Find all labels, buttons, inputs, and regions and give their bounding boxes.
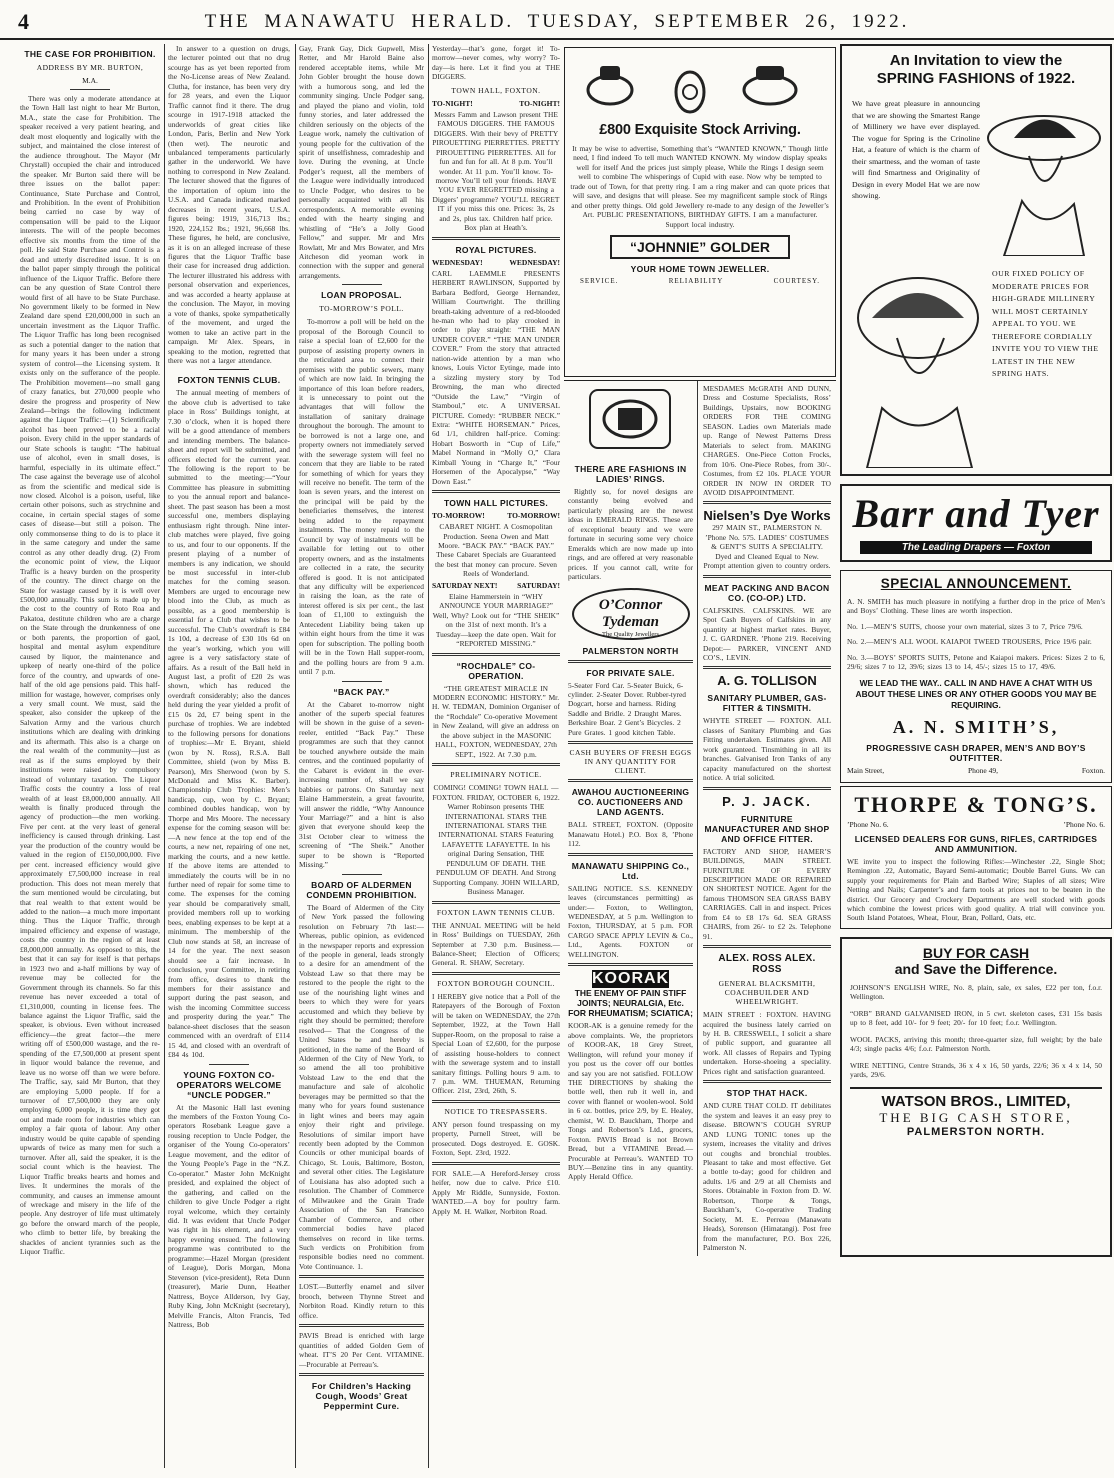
ad-item: JOHNSON’S ENGLISH WIRE, No. 8, plain, sale, ex sales, £22 per ton, f.o.r. Wellington. — [850, 982, 1102, 1002]
ad-date-right: WEDNESDAY! — [509, 257, 560, 267]
ad-heading-town-hall-pictures: TOWN HALL PICTURES. — [443, 498, 549, 509]
ad-body: ANY person found trespassing on my property, Purnell Street, will be prosecuted. Dogs destroyed. E. GOSK. Foxton, Sept. 23rd, 1922. — [432, 1119, 560, 1158]
divider — [432, 972, 560, 975]
logo-text: O’Connor Tydeman — [598, 596, 663, 630]
ad-body: BALL STREET, FOXTON. (Opposite Manawatu Hotel.) P.O. Box 8, ’Phone 112. — [568, 820, 693, 849]
masthead — [0, 0, 1114, 40]
ad-phone: ’Phone No. 6. — [847, 819, 889, 829]
ad-slogan: WE LEAD THE WAY.. CALL IN AND HAVE A CHAT WITH US ABOUT THESE LINES OR ANY OTHER GOODS YOU MAY BE REQUIRING. — [855, 677, 1097, 710]
divider — [432, 653, 560, 656]
ad-heading-awahou: AWAHOU AUCTIONEERING CO. AUCTIONEERS AND LAND AGENTS. — [571, 787, 690, 818]
ad-subbrand: YOUR HOME TOWN JEWELLER. — [630, 264, 770, 275]
ad-date-left: SATURDAY NEXT! — [432, 580, 498, 590]
ad-item: No. 1.—MEN’S SUITS, choose your own material, sizes 3 to 7, Price 79/6. — [847, 621, 1083, 631]
ad-date-left: TO-NIGHT! — [432, 98, 473, 108]
article-body: There was only a moderate attendance at the Town Hall last night to hear Mr Burton, M.A., state the case for Prohibition. The speaker received a very patient hearing, and dealt most eloquently and logically with the subject, and maintained the close interest of the audience throughout. The Mayor (Mr Chrystall) occupied the chair and introduced the speaker. Mr Burton said there will be three issues on the ballot paper: Continuance, State Purchase and Control, and Prohibition. In the event of Prohibition being carried no case by way of compensation will be paid to the Liquor interests. The will of the people becomes effective six months from the time of the poll. He said State Purchase and Control is a dead and utterly discredited issue. It is on the ballot paper simply through the political influence of the Liquor Traffic. Before there can be any question of State Control there would first of all have to be State Purchase. No government likely to be formed in New Zealand dare spend £20,000,000 in such an uncertain investment as the Liquor Traffic. The Liquor Traffic has long been recognised as such a potential danger to the nation that for many years it has been under a strong system of control—the Licensing system. It exists only on the sufferance of the people. The Prohibition movement—no small gang of crazy fanatics, but 270,000 people who desire the progress and prosperity of New Zealand—brings the following indictment against the Liquor Traffic:—(1) Scientifically alcohol has been proved to be a racial poison. Every child in the upper standards of our State schools is taught: “The habitual use of alcohol, even in small doses, is harmful, especially in its ultimate effect.” The case against the beverage use of alcohol as from the scientific and medical side is now closed. Alcohol is a poison, useful, like certain other poisons, such as strychnine and cocaine, in certain special stages of some cases of disease—but still a poison. The only commonsense thing to do is to place it in the same category and under the same control as any other deadly drug. (2) From the economic point of view, the Liquor Traffic is a heavy burden on the prosperity of the country. The direct charge on the State for wastage caused by it is well over £500,000 annually. This sum is made up by the cost to the country of Roto Roa and Pakatoa, destitute children who are a charge on the State through the drunkenness of one or both parents, the proportion of gaol, hospital and mental asylum expenditure caused by liquor, the maintenance and upkeep of nearly one-third of the police force of the country, and upwards of one-half of the old age pensions paid. This half-million for wastage, however, comprises only a very small count. We must, said the speaker, also consider the upkeep of the Salvation Army and the various church institutions which are dealing with drinking and its aftermath. This also is a charge on the real wealth of the community—just as real as if the sums employed by their institutions were raised by compulsory instead of voluntary taxation. The Liquor Traffic costs the country a loss of real wealth of at least £8,000,000 annually. All wealth is finally produced through the agency of production—the men working. Five per cent. at the very least of general inefficiency is caused through drinking. Last year the production of the country would be valued in the region of £150,000,000. Five per cent. increased efficiency would give approximately £7,500,000 increase in real production. This does not mean merely that the sum mentioned would be circulating, but that real wealth to that extent would be added to the nation—a much more important thing. Thus the Liquor Traffic, through impaired efficiency and expense of wastage, costs the country in the region of at least £8,000,000 annually. As opposed to this, the best that it can say for itself is that perhaps in 1923 two and a-half millions by way of revenue may be collected for the Government through its channels. So far this revenue has never exceeded a total of £1,310,000, counting in license fees. The balance against the Liquor Traffic, said the speaker, is obvious. Even without increased efficiency—the great factor—the mere writing off of £500,000 wastage, and the re-spending of the £7,500,000 at present spent in liquor would balance the revenue, and leave us no worse off than we were before. The Traffic, say, said Mr Burton, that they are employing 5,000 people. If for a turnover of £7,500,000 they are only employing 6,000 people, it is time they got out and made room for industries which can employ a fair quota of labour. Any other industry would be quite capable of spending upwards of twice as many men for such a turnover. After all, said the speaker, it is the social count which is the heaviest. The Liquor Traffic breaks hearts and homes and lives. It undermines the morals of the community, and causes an immense amount of wreckage and misery in the life of the people. Any destroyer of life must ultimately go before the onward march of the people, who climb to better life, by breaking the shackles of ancient tyrannies such as the Liquor Traffic. — [20, 94, 160, 1257]
ad-location: PALMERSTON NORTH. — [906, 1125, 1046, 1138]
ad-body: CABARET NIGHT. A Cosmopolitan Production. Seena Owen and Matt Moore. “BACK PAY.” “BACK PAY.” These Cabaret Specials are Guaranteed the best that money can procure. Seven Reels of Wonderland. — [435, 522, 557, 579]
ad-body: Elaine Hammerstein in “WHY ANNOUNCE YOUR MARRIAGE?” Well, Why? Look out for “THE SHEIK” on the 31st of next month. It’s a Tuesday—keep the date open. Wait for “REPORTED MISSING.” — [432, 591, 560, 649]
ad-body: MAIN STREET : FOXTON. HAVING acquired the business lately carried on by H. B. CRESSWELL, I solicit a share of public support, and guarantee all work. All classes of Repairs and Typing undertaken. Horse-shoeing a speciality. Prices right and satisfaction guaranteed. — [703, 1010, 831, 1076]
ad-item: WOOL PACKS, arriving this month; three-quarter size, full weight; by the bale 4/3; single packs 4/6; f.o.r. Palmerston North. — [850, 1034, 1102, 1054]
ad-heading: SPRING FASHIONS of 1922. — [876, 70, 1076, 87]
divider — [209, 369, 249, 370]
article-body: To-morrow a poll will be held on the proposal of the Borough Council to raise a special loan of £2,600 for the purpose of assisting property owners in the reticulated area to connect their premises with the public sewers, many of which are now laid. In bringing the importance of this loan before readers, it is unnecessary to point out the advantages that will follow the installation of sanitary drainage throughout the borough. The amount to be borrowed is not a large one, and property owners not immediately served with the sewerage system will feel no concern that they are liable to be rated for something of which for years they will receive no benefit. The term of the loan is seven years, and the interest on the principal will be paid by the beneficiaries themselves, the interest being added to the repayment instalments. The money repaid to the Council by way of instalments will be available for letting out to other property owners, and as the instalments are collected in a rate, the security offered is good. It is not anticipated that any difficulty will be experienced in raising the loan, as the rate of interest offered is six per cent., the last loan of £1,100 to extinguish the Antecedent Liability being taken up within eight hours from the time it was open for subscription. The polling booth will be in the Town Hall supper-room, and the polling hours are from 9 a.m. until 7 p.m. — [299, 317, 424, 677]
ad-heading-eggs: CASH BUYERS OF FRESH EGGS IN ANY QUANTITY FOR CLIENT. — [569, 748, 692, 776]
ad-heading-trespassers: NOTICE TO TRESPASSERS. — [444, 1106, 548, 1116]
divider — [432, 237, 560, 240]
ad-brand-smith: A. N. SMITH’S, — [892, 716, 1060, 737]
article-body: At the Masonic Hall last evening the members of the Foxton Young Co-operators Rosebank League gave a rousing reception to Uncle Podger, the organiser of the Young Co-operators’ League movement, and the editor of the Young People’s Page in the “N.Z. Co-operator.” Master John McKnight presided, and explained the object of the gathering, and called on the children to give Uncle Podger a right royal welcome, which they certainly did. It was evident that Uncle Podger was right in his element, and a very happy evening ensued. The following programme was contributed to the programme:—Hazel Morgan (president of League), Doris Morgan, Mona Stevenson (vice-president), Reta Dunn (treasurer), Marie Dunn, Heather Nattress, Boyce Allderson, Ivy Gay, Ruby King, John McKnight (secretary), Melville Francis, Alton Francis, Ted Nattress, Bob — [168, 1102, 290, 1329]
divider — [342, 284, 382, 285]
ads-row — [564, 380, 836, 1256]
ad-brand-golder: “JOHNNIE” GOLDER — [610, 235, 790, 259]
article-heading-tennis: FOXTON TENNIS CLUB. — [177, 375, 281, 386]
ad-phone: ’Phone No. 6. — [1063, 819, 1105, 829]
divider — [432, 763, 560, 766]
ad-brand-thorpe: THORPE & TONG’S. — [854, 791, 1098, 817]
ad-body: I HEREBY give notice that a Poll of the Ratepayers of the Borough of Foxton will be taken on WEDNESDAY, the 27th September, 1922, at the Town Hall Supper-Room, on the proposal to raise a Special Loan of £2,600, for the purpose of assisting house-holders to connect with the sewerage system and to install sanitary fittings. Polling hours 9 a.m. to 7 p.m. WM. THUEMAN, Returning Officer. 21st, 23rd, 26th, S. — [432, 991, 560, 1096]
ad-item: WIRE NETTING, Centre Strands, 36 x 4 x 16, 50 yards, 22/6; 36 x 4 x 14, 50 yards, 29/6. — [850, 1060, 1102, 1080]
divider — [703, 501, 831, 504]
divider — [299, 1373, 424, 1376]
column-rule — [295, 44, 296, 1468]
column-4 — [432, 44, 560, 1470]
ad-heading-hack: STOP THAT HACK. — [726, 1088, 808, 1099]
ad-date-left: TO-MORROW! — [432, 511, 485, 521]
ad-body: OUR FIXED POLICY OF MODERATE PRICES FOR HIGH-GRADE MILLINERY WILL MOST CERTAINLY APPEAL TO YOU. WE THEREFORE CORDIALLY INVITE YOU TO VIEW THE LATEST IN THE NEW SPRING HATS. — [992, 269, 1099, 378]
divider — [568, 853, 693, 856]
watson-footer — [850, 1087, 1102, 1138]
ad-brand-watson: WATSON BROS., LIMITED, — [881, 1092, 1071, 1110]
ad-date-row — [432, 511, 560, 520]
article-heading-aldermen: BOARD OF ALDERMEN CONDEMN PROHIBITION. — [306, 879, 417, 900]
ad-subbrand: THE BIG CASH STORE, — [879, 1109, 1073, 1125]
ad-item: No. 2.—MEN’S ALL WOOL KAIAPOI TWEED TROUSERS, Price 19/6 pair. — [847, 637, 1092, 647]
ad-heading: SPECIAL ANNOUNCEMENT. — [880, 576, 1072, 591]
ad-heading: and Save the Difference. — [894, 960, 1058, 977]
ad-heading-rochdale: “ROCHDALE” CO-OPERATION. — [456, 660, 536, 681]
article-body: Gay, Frank Gay, Dick Gupwell, Miss Retter, and Mr Harold Baine also rendered acceptable items, while Mr John Gobler brought the house down with a humorous song, and led the community singing. Uncle Podger sang, and played the piano and violin, told funny stories, and later addressed the children seriously on the objects of the League work, namely the cultivation of young people for the cultivation of the spirit of unselfishness, comradeship and love. During the evening, at Uncle Podger’s request, all the members of the League were individually introduced to Uncle Podger, who desires to be personally acquainted with all his correspondents. A memorable evening ended with the hearty singing and whistling of “He’s a Jolly Good Fellow,” and supper. Mr and Mrs Rowlatt, Mr and Mrs Bowater, and Mrs Aitcheson did yeoman work in connection with the supper and general arrangements. — [299, 44, 424, 280]
ad-thorpe-tongs — [840, 786, 1112, 929]
emerald-ring-icon — [568, 384, 692, 454]
ad-item: “ORB” BRAND GALVANISED IRON, in 5 cwt. skeleton cases, £31 15s basis up to 8 feet, add 10/- for 9 feet; 20/- for 10 feet; f.o.r. Wellington. — [850, 1008, 1102, 1028]
ad-barr-tyer — [840, 484, 1112, 562]
ad-phone: Phone 49, — [967, 765, 998, 775]
ad-golder-jeweller — [564, 47, 836, 377]
ad-date-left: WEDNESDAY! — [432, 257, 483, 267]
ad-phone-row — [847, 820, 1105, 829]
divider — [703, 787, 831, 790]
column-6 — [840, 44, 1112, 1470]
ad-subheading: GENERAL BLACKSMITH, COACHBUILDER AND WHEELWRIGHT. — [718, 979, 816, 1007]
tag-courtesy: COURTESY. — [773, 277, 820, 286]
article-subheading: ADDRESS BY MR. BURTON, — [36, 63, 144, 72]
tag-reliability: RELIABILITY — [668, 277, 724, 286]
column-3 — [299, 44, 424, 1470]
ad-body: AND CURE THAT COLD. IT debilitates the system and leaves it an easy prey to disease. BROWN’S COUGH SYRUP AND LUNG TONIC tones up the system, increases the vitality and drives out coughs and bronchial troubles. Pleasant to take and most effective. Get a bottle to-day; good for children and adults. 1/6 and 2/9 at all Chemists and Stores. Obtainable in Foxton from D. W. Robertson, Thorpe & Tongs, Bauckham’s, Co-operative Trading Society, M. E. Perreau (Manawatu Heads), Sorenson (Himatangi). Post free from the manufacturer, P.O. Box 226, Palmerston N. — [703, 1101, 831, 1253]
article-heading-prohibition: THE CASE FOR PROHIBITION. — [24, 49, 156, 59]
logo-tagline: The Quality Jewellers — [601, 630, 660, 638]
ad-heading-preliminary: PRELIMINARY NOTICE. — [450, 770, 542, 780]
column-2 — [168, 44, 290, 1470]
ad-body: KOOR-AK is a genuine remedy for the above complaints. We, the proprietors of KOOR-AK, 18 Grey Street, Wellington, will refund your money if you post us the cover off our bottles and say you are not satisfied. FOLLOW THE DIRECTIONS by shaking the bottle well, then rub it well in, and cover with flannel or woolen-wool. Sold in 6 oz. bottles, price 2/9, by E. Healey, chemist, W. D. Bauckham, Thorpe and Tongs and Robertson’s Ltd., grocers, Foxton. PAVIS Bread is not Brown Bread, but a VITAMINE Bread.—Procurable at Perreau’s. WANTED TO BUY.—Benzine tins in any quantity. Apply Herald Office. — [568, 1021, 693, 1182]
ads-right-stack — [698, 381, 836, 1256]
ad-heading-shipping: MANAWATU SHIPPING Co., Ltd. — [571, 860, 690, 881]
ad-item: No. 3.—BOYS’ SPORTS SUITS, Petone and Kaiapoi makers. Prices: Sizes 2 to 6, 29/6; sizes 7 to 12, 39/6; sizes 13 to 14, 45/-; sizes 15 to 17, 49/6. — [847, 652, 1105, 672]
column-1 — [20, 44, 160, 1470]
divider — [568, 963, 693, 966]
divider — [432, 490, 560, 493]
ad-mcgrath-dunn: MESDAMES McGRATH AND DUNN, Dress and Costume Specialists, Ross’ Buildings, Upstairs, now BOOKING ORDERS FOR THE COMING SEASON. Ladies own Materials made up. Range of Newest Patterns Dress Materials to select from. MAKING CHARGES. One-Piece Cotton Frocks, from 10/6. One-Piece Robes, from 30/-. Costumes, from £2 10s. PLACE YOUR ORDER IN NOW IN ORDER TO AVOID DISAPPOINTMENT. — [703, 384, 831, 497]
ad-body: WHYTE STREET — FOXTON. ALL classes of Sanitary Plumbing and Gas Fitting undertaken. Estimates given. All work guaranteed. Tinsmithing in all its branches. Galvanised Iron Tanks of any capacity manufactured on the shortest notice. A trial solicited. — [703, 716, 831, 783]
divider — [703, 945, 831, 948]
divider — [342, 874, 382, 875]
ad-body: 297 MAIN ST., PALMERSTON N. ’Phone No. 575. LADIES’ COSTUMES & GENT’S SUITS A SPECIALITY. Dyed and Cleaned Equal to New. Prompt attention given to country orders. — [703, 523, 831, 571]
divider — [703, 575, 831, 578]
ad-date-right: SATURDAY! — [517, 580, 560, 590]
divider — [568, 660, 693, 663]
divider — [432, 1162, 560, 1165]
classified-lost: LOST.—Butterfly enamel and silver brooch, between Thynne Street and Norbiton Road. Kindly return to this office. — [299, 1282, 424, 1320]
article-heading-back-pay: “BACK PAY.” — [333, 686, 390, 697]
ad-special-announcement — [840, 570, 1112, 783]
ad-body: Yesterday—that’s gone, forget it! To-morrow—never comes, why worry? To-day—is here. Let it find you at THE DIGGERS. — [432, 44, 560, 82]
divider — [432, 901, 560, 904]
ad-body: FACTORY AND SHOP, HAMER’S BUILDINGS, MAIN STREET. FURNITURE OF EVERY DESCRIPTION MADE OR REPAIRED ON SHORTEST NOTICE. Agent for the famous THOMSON SEA GRASS BABY CARRIAGES. Call in and inspect. Prices from £4 to £8 17s 6d. SEA GRASS CHAIRS, from 26/- to £2 2s. Telephone 91. — [703, 846, 831, 941]
divider — [432, 1100, 560, 1103]
ad-heading-jack: P. J. JACK. — [722, 793, 812, 809]
ad-body: COMING! COMING! TOWN HALL — FOXTON. FRIDAY, OCTOBER 6, 1922. Warner Robinson presents THE INTERNATIONAL STARS THE INTERNATIONAL STARS THE INTERNATIONAL STARS Featuring LAFAYETTE LAFAYETTE. In his original Daring Sensation, THE PENDULUM OF DEATH. THE PENDULUM OF DEATH. And Strong Supporting Company. JOHN WILLARD, Business Manager. — [432, 783, 560, 897]
ad-heading: THERE ARE FASHIONS IN LADIES’ RINGS. — [574, 464, 687, 484]
divider — [703, 1080, 831, 1083]
tag-service: SERVICE. — [580, 277, 619, 286]
divider — [70, 89, 110, 90]
page-number: 4 — [18, 9, 29, 34]
ad-date-right: TO-MORROW! — [507, 511, 560, 521]
ad-subheading: SANITARY PLUMBER, GAS-FITTER & TINSMITH. — [707, 693, 827, 714]
classified-cough-cure: For Children’s Hacking Cough, Woods’ Great Peppermint Cure. — [311, 1381, 412, 1411]
newspaper-title: THE MANAWATU HERALD. TUESDAY, SEPTEMBER 26, 1922. — [204, 11, 910, 32]
ad-body: WE invite you to inspect the following Rifles:—Winchester .22, Single Shot; Remington .22, Automatic, Bayard Semi-automatic; Double Barrel Guns. We can supply your requirements for Plain and Barbed Wire; Staples of all sizes; Wire Netting and Nails; Carpenter’s and farm tools at prices not to be beaten in the district. Our Grocery and Crockery Departments are well stocked with goods which combine the lowest prices with good quality. A trial will convince you. South Island Potatoes, Wheat, Flour, Bran, Pollard, Oats, etc. — [847, 856, 1105, 923]
ad-body: CARL LAEMMLE PRESENTS HERBERT RAWLINSON, Supported by Barbara Bedford, George Hernandez, William Courtwright. The thrilling breath-taking adventure of a red-blooded he-man who had to play crooked in order to play straight: “THE MAN UNDER COVER.” “THE MAN UNDER COVER.” From the story that attracted nation-wide attention by a man who knows, Louis Victor Eytinge, made into a sizzling mystery story by Tod Browning, the man who directed “Outside the Law,” “Virgin of Stamboul,” etc. A UNIVERSAL PICTURE. Comedy: “RUBBER NECK.” Extra: “WHITE HORSEMAN.” Prices, 6d 1/1, children half-price. Coming: Hobart Bosworth in “Cup of Life,” Mabel Normand in “Molly O,” Clara Kimball Young in “Charge It,” “Four Horsemen of the Apocalypse,” “Way Down East.” — [432, 268, 560, 486]
ad-heading-nielsen: Nielsen’s Dye Works — [703, 508, 831, 524]
ad-location: PALMERSTON NORTH — [582, 645, 679, 656]
ad-subheading: PROGRESSIVE CASH DRAPER, MEN’S AND BOY’S OUTFITTER. — [866, 742, 1086, 763]
article-body: The Board of Aldermen of the City of New York passed the following resolution on February 7th last:— Whereas, public opinion, as evidenced in the newspaper reports and expression of the people in general, leads strongly to a desire for an amendment of the Volstead Law so that there may be restored to the people the right to the use of the nourishing light wines and beers to which they were for years accustomed and which they believe by right they should be permitted; therefore resolved— That the Congress of the United States be and hereby is petitioned, in the name of the Board of Aldermen of the City of New York, to so amend the all too prohibitive Volstead Law to the end that the manufacture and sale of alcoholic beverages may be permitted so that the many who for years found sustenance in light wines and beers may again enjoy their right and privilege. Resolutions of similar import have recently been adopted by the Common Councils or other municipal boards of Chicago, St. Louis, Baltimore, Boston, and several other cities. The Legislature of Louisiana has also adopted such a resolution. The Chamber of Commerce of Milwaukee and the Grain Trade Association of the San Francisco Chamber of Commerce, and other commercial bodies have placed themselves on record in like terms. Such verdicts on Prohibition from responsible bodies need no comment. Vote Continuance. 1. — [299, 902, 424, 1271]
ad-heading: £800 Exquisite Stock Arriving. — [599, 122, 801, 138]
divider — [703, 666, 831, 669]
ad-heading: BUY FOR CASH — [922, 944, 1030, 961]
ad-contact-row — [847, 766, 1105, 775]
ad-oconnor-tydeman — [564, 381, 698, 1256]
article-heading-loan: LOAN PROPOSAL. — [321, 290, 402, 301]
ad-venue: TOWN HALL, FOXTON. — [451, 85, 541, 95]
oconnor-logo — [572, 588, 690, 640]
ad-date-row — [432, 581, 560, 590]
column-5 — [564, 44, 836, 1470]
ad-body: It may be wise to advertise, Something that’s “WANTED KNOWN,” Though little need, I find indeed To tell much WANTED KNOWN. My window display speaks well for itself And the prices just simply please, While the Rings I design seem well to combine The whisperings of Cupid with ease. Now why be tempted to trade out of Town, for that pretty ring. I am a ring maker and can quote prices that will save, and designs that will please. See my magnificent sample stock of Rings and other pretty things. Old gold Jewellery re-made to any design of the Jeweller’s Art. PUBLIC PRESENTATIONS, BIRTHDAY GIFTS. I am a manufacturer. Support local industry. — [570, 144, 830, 229]
column-rule — [428, 44, 429, 1468]
column-rule — [164, 44, 165, 1468]
divider — [568, 779, 693, 782]
divider — [568, 741, 693, 744]
classified-pavis: PAVIS Bread is enriched with large quantities of added Golden Gem of wheat. IT’S 20 Per Cent. VITAMINE.—Procurable at Perreau’s. — [299, 1331, 424, 1369]
article-body: At the Cabaret to-morrow night another of the superb special features will be shown in the guise of a seven-reeler, entitled “Back Pay.” These programmes are such that they cannot be touched anywhere outside the main centres, and the continued popularity of the Cabaret is evident in the ever-increasing number of, shall we say babbies or patrons. On Saturday next Elaine Hammerstein, a great favourite, will answer the riddle, “Why Announce Your Marriage?” and a hint is also given that everyone should keep the 31st October clear to witness the screening of “The Sheik.” Another super to be shown is “Reported Missing.” — [299, 699, 424, 870]
article-body: The annual meeting of members of the above club is advertised to take place in Ross’ Buildings tonight, at 7.30 o’clock, when it is hoped there will be a good attendance of members and intending members. The balance-sheet and report will be submitted, and officers elected for the current year. The following is the report to be submitted to the meeting:—“Your Committee has pleasure in submitting to you the annual report and balance-sheet. The past season has been a most successful one, members displaying enthusiasm right through. Nine inter-club matches were played, five going to us, and four to our opponents. If the present playing of a number of members is any indication, we should be most successful in inter-club matches for the coming season. Members are urged to encourage new blood into the Club, as much as possible, as a good membership is essential for a Club that wishes to be successful. The Club’s overdraft is £84 1s 10d, a decrease of £30 10s 6d on the year’s working, which you will agree is a very satisfactory state of affairs. As a result of the Ball held in August last, a profit of £20 2s was shown, which has reduced the overdraft considerably; also the dances held during the year yielded a profit of £15 0s 2d, £7 being spent in the purchase of trophies. We are indebted to the following persons for donations of trophies:—Mr E. Bryant, shield (won by N. Ross), R.S.A. Ball Committee, shield (won by Miss B. Pearson), Mrs Sherwood (won by S. McDonald and Miss K. Barber). Championship Club Trophies: Men’s handicap, cup, won by C. Bryant; combined doubles handicap, won by Thorpe and Mrs Moore. The necessary expense for the coming season will be:—A new fence at the top end of the courts, a new net, repairing of one net, marking the courts, and a new kettle. If the above items are attended to immediately the courts will be in no further need of repair for some time to come. The expenses for the coming year should be comparatively small, provided members roll up to working bees, enabling expenses to be kept at a minimum. The membership of the Club now stands at 58, an increase of 14 for the year. The next season should see a fair increase. In conclusion, your Committee, in retiring from office, desires to thank the members for their assistance and support during the past season, and wish the incoming Committee success and prosperity during the year.” The balance-sheet discloses that the season commenced with an overdraft of £114 15 4d, and closed with an overdraft of £84 4s 10d. — [168, 388, 290, 1060]
ad-date-row — [432, 258, 560, 267]
article-heading-co-operators: YOUNG FOXTON CO-OPERATORS WELCOME “UNCLE PODGER.” — [176, 1069, 282, 1100]
divider — [299, 1275, 424, 1278]
ad-body: THE ANNUAL MEETING will be held in Ross’ Buildings on TUESDAY, 26th September at 7.30 p.m. Business.—Balance-Sheet; Election of Officers; General. R. SHAW, Secretary. — [432, 920, 560, 968]
ad-body: “THE GREATEST MIRACLE IN MODERN ECONOMIC HISTORY.” Mr. H. W. TEDMAN, Dominion Organiser of the “Rochdale” Co-operative Movement in New Zealand, will give an address on the above subject in the MASONIC HALL, FOXTON, WEDNESDAY, 27th SEPT., 1922. At 7.30 p.m. — [432, 683, 560, 759]
ad-heading-ross: ALEX. ROSS ALEX. ROSS — [718, 953, 816, 976]
ad-body: Messrs Famm and Lawson present THE FAMOUS DIGGERS. THE FAMOUS DIGGERS. With their bevy of PRETTY PIROUETTING PIERRETTES. PRETTY PIROUETTING PIERRETTES. All for fun and fun for all. At 8 p.m. You’ll wonder. At 11 p.m. You’ll know. To-morrow You’ll tell your friends. HAVE YOU EVER REGRETTED missing a Diggers’ programme? YOU’LL REGRET IT if you miss this one. Prices: 3s, 2s and 2s, plus tax. Children half price. Box plan at Heath’s. — [432, 109, 560, 233]
ad-heading-lawn-tennis: FOXTON LAWN TENNIS CLUB. — [436, 907, 556, 917]
ad-heading-tollison: A. G. TOLLISON — [717, 673, 817, 689]
article-subheading: TO-MORROW’S POLL. — [319, 304, 404, 314]
ad-subheading: LICENSED DEALERS FOR GUNS, RIFLES, CARTRIDGES AND AMMUNITION. — [854, 833, 1098, 854]
classified-sale-wanted: FOR SALE.—A Hereford-Jersey cross heifer, now due to calve. Price £10. Apply Mr Riddle, Sunnyside, Foxton. WANTED.—A boy for poultry farm. Apply M. H. Walker, Norbiton Road. — [432, 1168, 560, 1216]
ad-subheading: THE ENEMY OF PAIN STIFF JOINTS; NEURALGIA, Etc. FOR RHEUMATISM; SCIATICA; — [568, 988, 693, 1019]
ad-body: Rightly so, for novel designs are constantly being evolved and particularly pleasing are the newest ideas in EMERALD RINGS. These are of exceptional beauty and we were fortunate in securing some very choice Emeralds which are now made up into rings, and are offered at very reasonable prices. If you cannot call, write for particulars. — [568, 487, 693, 582]
ad-heading-borough-council: FOXTON BOROUGH COUNCIL. — [437, 978, 555, 988]
article-body: In answer to a question on drugs, the lecturer pointed out that no drug scourge has as yet been reported from the No-License areas of New Zealand. Clutha, for instance, has been very dry for 28 years, and even the Liquor Traffic cannot find it there. The drug scourge in 1917-1918 attacked the underworlds of great cities like London, Paris, Berlin and New York (then wet). The neurotic and unbalanced temperaments particularly gather in the underworld. We have nothing to correspond in New Zealand. The lecturer showed that the figures of the importation of opium into the U.S.A. and Canada indicated marked decreases in recent years, U.S.A. figures being: 1919, 316,713 lbs.; 1920, 224,152 lbs.; 1921, 96,668 lbs. These figures, he held, are conclusive, as it is on an alleged increase of these figures that the Liquor Traffic base their case for increased drug addiction. The lecturer illustrated his address with personal observation and experiences, and was accorded a hearty applause at the conclusion. The Mayor, in moving a vote of thanks, spoke sympathetically of the movement, and urged the women to take an active part in the campaign. Mr Alex. Spears, in speaking to the motion, regretted that there was not a larger attendance. — [168, 44, 290, 365]
hat-lady-icon — [852, 258, 987, 468]
ad-body: CALFSKINS. CALFSKINS. WE are Spot Cash Buyers of Calfskins in any quantity at highest market rates. Buyer, J. C. GARDNER. ’Phone 219. Receiving Depot:— PARKER, VINCENT AND CO’S., LEVIN. — [703, 605, 831, 662]
ad-spring-fashions — [840, 44, 1112, 476]
divider — [209, 1064, 249, 1065]
barr-tyer-logo: Barr and Tyer — [852, 491, 1100, 536]
article-subheading: M.A. — [82, 76, 98, 85]
ad-body: SAILING NOTICE. S.S. KENNEDY leaves (circumstances permitting) as under:— Foxton, to Wellington, WEDNESDAY, at 5 p.m. Wellington to Foxton, THURSDAY, at 5 p.m. FOR CARGO SPACE APPLY LEVIN & Co., Ltd., Agents. FOXTON or WELLINGTON. — [568, 883, 693, 959]
ad-watson-bros — [840, 937, 1112, 1257]
ad-body: We have great pleasure in announcing that we are showing the Smartest Range of Millinery we have ever displayed. The vogue for Spring is the Crinoline Hat, a feature of which is the charm of their smartness, and the woman of taste will find Smartness and Originality of Design in every Model Hat we are now showing. — [852, 99, 980, 200]
ad-body: A. N. SMITH has much pleasure in notifying a further drop in the price of Men’s and Boys’ Clothing. These lines are worth inspection. — [847, 597, 1105, 616]
ad-heading-meat-packing: MEAT PACKING AND BACON CO. (CO-OP.) LTD. — [704, 582, 830, 603]
ad-address: Main Street, — [847, 765, 885, 775]
divider — [299, 1324, 424, 1327]
rings-icon — [570, 52, 830, 122]
ad-body: 5-Seater Ford Car. 5-Seater Buick, 6-cylinder. 2-Seater Dover. Rubber-tyred Dogcart, horse and harness. Riding Saddle and Bridle. 2 Draught Mares. Berkshire Boar. 2 Gent’s Bicycles. 2 Pure Grates. 1 good kitchen Table. — [568, 680, 686, 737]
ad-subheading: FURNITURE MANUFACTURER AND SHOP AND OFFICE FITTER. — [704, 813, 830, 844]
ad-tagline — [580, 277, 820, 285]
ad-heading: An Invitation to view the — [889, 52, 1063, 69]
ad-heading-royal-pictures: ROYAL PICTURES. — [455, 244, 537, 255]
ad-date-row — [432, 99, 560, 108]
hat-lady-icon — [984, 96, 1102, 256]
ad-date-right: TO-NIGHT! — [519, 98, 560, 108]
ad-tagline: The Leading Drapers — Foxton — [860, 541, 1092, 554]
ad-heading-private-sale: FOR PRIVATE SALE. — [586, 667, 675, 678]
ad-town: Foxton. — [1081, 765, 1105, 775]
rings-illustration — [570, 52, 830, 122]
koorak-logo: KOORAK — [592, 970, 670, 988]
divider — [342, 681, 382, 682]
